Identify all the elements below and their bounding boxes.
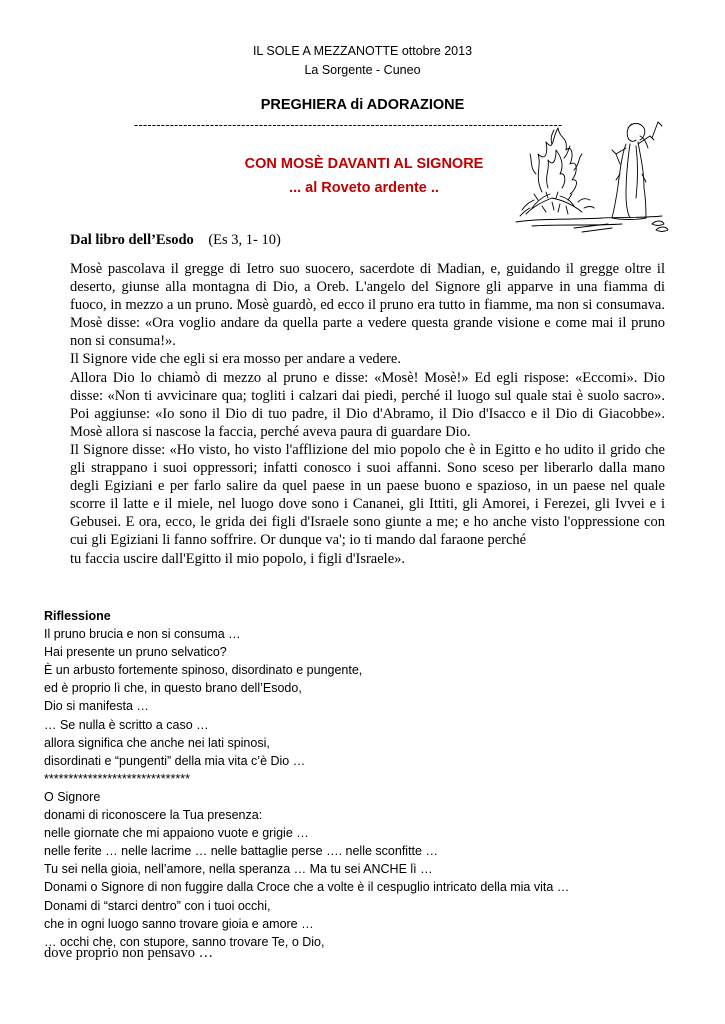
subtitle-line-2: ... al Roveto ardente ..: [289, 180, 439, 196]
reflection-line: È un arbusto fortemente spinoso, disordinato e pungente,: [44, 663, 363, 678]
prayer-line: Donami di “starci dentro” con i tuoi occhi,: [44, 898, 271, 913]
burning-bush-moses-icon: [512, 114, 670, 242]
reflection-line: ed è proprio lì che, in questo brano dell’Esodo,: [44, 681, 302, 696]
reading-reference: [70, 232, 281, 249]
prayer-line: … occhi che, con stupore, sanno trovare Te, o Dio,: [44, 934, 325, 949]
header-line-2: La Sorgente - Cuneo: [304, 63, 421, 77]
asterisk-divider: ******************************: [44, 771, 190, 786]
subtitle-line-1: CON MOSÈ DAVANTI AL SIGNORE: [244, 156, 484, 172]
reading-paragraph: Il Signore vide che egli si era mosso per andare a vedere.: [70, 351, 401, 368]
reflection-line: … Se nulla è scritto a caso …: [44, 717, 209, 732]
prayer-line: donami di riconoscere la Tua presenza:: [44, 808, 263, 823]
reading-text: [70, 260, 665, 568]
reflection-line: allora significa che anche nei lati spinosi,: [44, 735, 270, 750]
reading-paragraph: tu faccia uscire dall'Egitto il mio popolo, i figli d'Israele».: [70, 550, 406, 567]
prayer-line: O Signore: [44, 789, 101, 804]
page-title: PREGHIERA di ADORAZIONE: [260, 97, 465, 113]
reading-chapter: (Es 3, 1- 10): [208, 232, 281, 248]
separator-line: ------------------------------------------------------------------------------------------------: [134, 118, 563, 132]
reading-paragraph: Il Signore disse: «Ho visto, ho visto l'afflizione del mio popolo che è in Egitto e ho udito il grido che gli strappano i suoi oppressori; infatti conosco i suoi affanni. Sono sceso per liberarlo dalla mano degli Egiziani e per farlo salire da quel paese in un paese buono e spazioso, in un paese nel quale scorre il latte e il miele, nel luogo dove sono i Cananei, gli Ittiti, gli Amorei, i Ferezei, gli Ivvei e i Gebusei. E ora, ecco, le grida dei figli d'Israele sono giunte a me; e ho anche visto l'oppressione con cui gli Egiziani li fanno soffrire. Or dunque va'; io ti mando dal faraone perché: [70, 441, 665, 549]
prayer-line: nelle giornate che mi appaiono vuote e grigie …: [44, 826, 309, 841]
reading-paragraph: Mosè pascolava il gregge di Ietro suo suocero, sacerdote di Madian, e, guidando il gregge oltre il deserto, giunse alla montagna di Dio, a Oreb. L'angelo del Signore gli apparve in una fiamma di fuoco, in mezzo a un pruno. Mosè guardò, ed ecco il pruno era tutto in fiamme, ma non si consumava. Mosè disse: «Ora voglio andare da quella parte a vedere questa grande visione e come mai il pruno non si consuma!».: [70, 261, 665, 350]
reflection-heading: Riflessione: [44, 609, 111, 623]
prayer-line: Tu sei nella gioia, nell’amore, nella speranza … Ma tu sei ANCHE lì …: [44, 862, 433, 877]
prayer-line: nelle ferite … nelle lacrime … nelle battaglie perse …. nelle sconfitte …: [44, 844, 438, 859]
reflection-section: [44, 607, 684, 951]
prayer-line: che in ogni luogo sanno trovare gioia e amore …: [44, 916, 314, 931]
reflection-line: Hai presente un pruno selvatico?: [44, 645, 227, 660]
prayer-last-line: dove proprio non pensavo …: [44, 945, 214, 961]
header-line-1: IL SOLE A MEZZANOTTE ottobre 2013: [252, 44, 473, 58]
reflection-line: disordinati e “pungenti” della mia vita c’è Dio …: [44, 753, 306, 768]
prayer-line: Donami o Signore di non fuggire dalla Croce che a volte è il cespuglio intricato della mia vita …: [44, 880, 570, 895]
reading-paragraph: Allora Dio lo chiamò di mezzo al pruno e disse: «Mosè! Mosè!» Ed egli rispose: «Eccomi». Dio disse: «Non ti avvicinare qua; togliti i calzari dai piedi, perché il luogo sul quale stai è suolo sacro». Poi aggiunse: «Io sono il Dio di tuo padre, il Dio d'Abramo, il Dio d'Isacco e il Dio di Giacobbe». Mosè allora si nascose la faccia, perché aveva paura di guardare Dio.: [70, 369, 665, 440]
reflection-line: Dio si manifesta …: [44, 699, 149, 714]
reading-source: Dal libro dell’Esodo: [70, 232, 194, 248]
reflection-line: Il pruno brucia e non si consuma …: [44, 627, 241, 642]
